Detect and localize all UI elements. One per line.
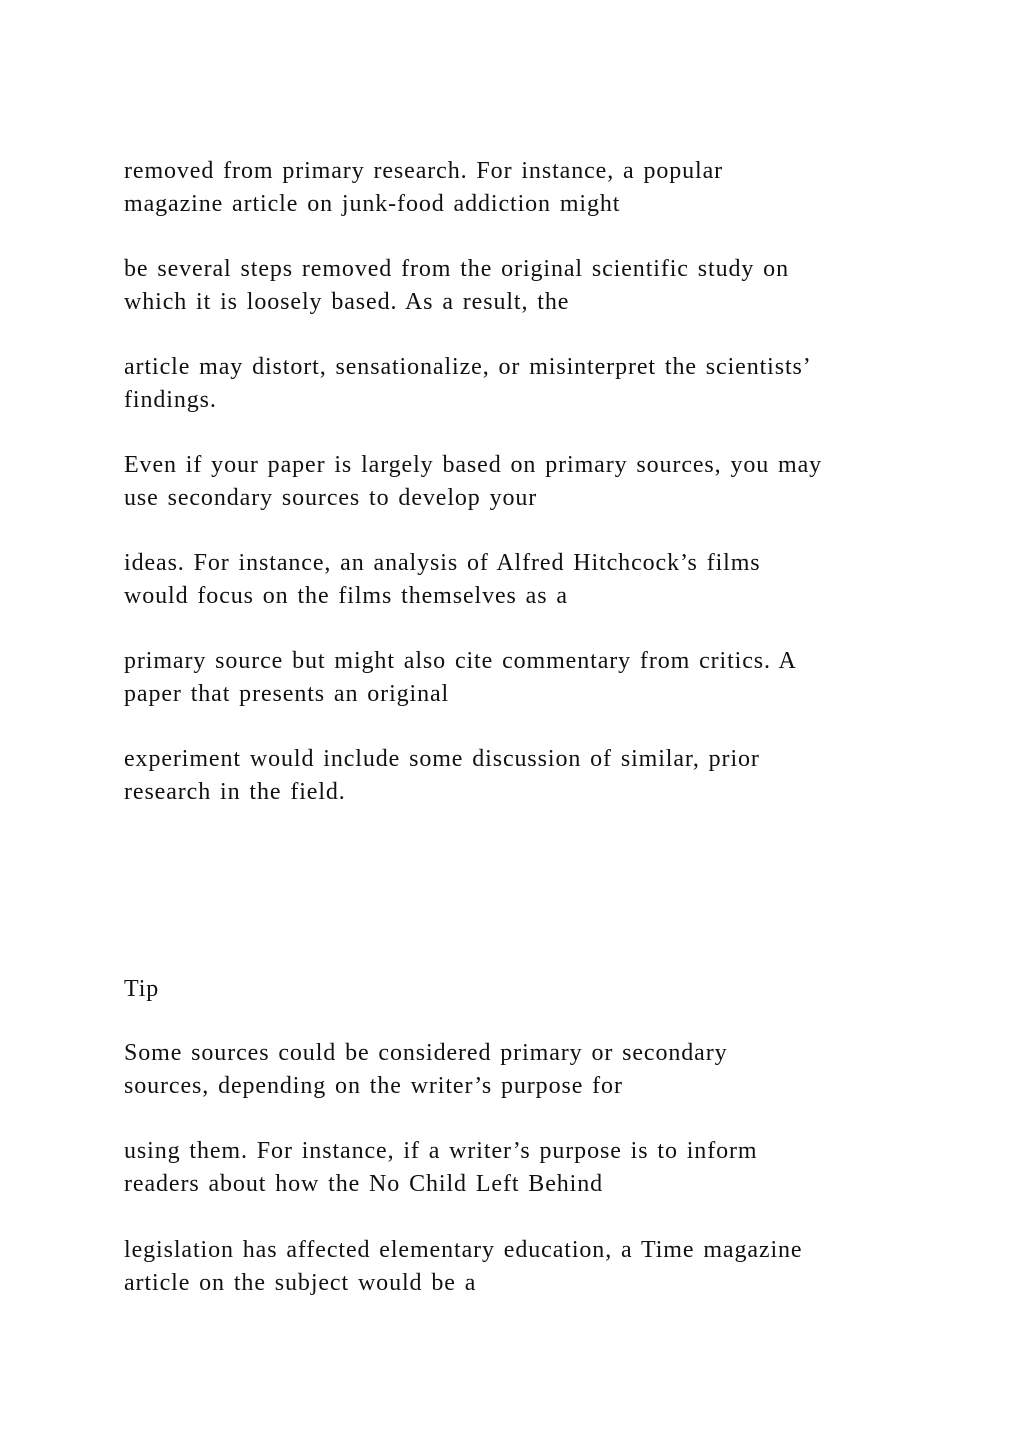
text-line: paper that presents an original	[124, 681, 450, 707]
tip-heading	[124, 973, 904, 1006]
tip-heading-text: Tip	[124, 976, 160, 1002]
text-line: experiment would include some discussion of similar, prior	[124, 746, 760, 772]
text-line: Even if your paper is largely based on primary sources, you may	[124, 452, 823, 478]
body-paragraph-6	[124, 645, 904, 711]
body-paragraph-1	[124, 155, 904, 221]
text-line: using them. For instance, if a writer’s purpose is to inform	[124, 1138, 758, 1164]
text-line: magazine article on junk-food addiction might	[124, 191, 621, 217]
text-line: findings.	[124, 387, 217, 413]
tip-paragraph-2	[124, 1135, 904, 1201]
text-line: be several steps removed from the original scientific study on	[124, 256, 789, 282]
text-line: article may distort, sensationalize, or misinterpret the scientists’	[124, 354, 812, 380]
body-paragraph-4	[124, 449, 904, 515]
body-paragraph-2	[124, 253, 904, 319]
text-line: sources, depending on the writer’s purpose for	[124, 1073, 623, 1099]
text-line: research in the field.	[124, 779, 346, 805]
text-line: readers about how the No Child Left Behind	[124, 1171, 604, 1197]
text-line: removed from primary research. For instance, a popular	[124, 158, 724, 184]
body-paragraph-5	[124, 547, 904, 613]
tip-paragraph-1	[124, 1037, 904, 1103]
text-line: would focus on the films themselves as a	[124, 583, 568, 609]
text-line: use secondary sources to develop your	[124, 485, 538, 511]
body-paragraph-7	[124, 743, 904, 809]
tip-paragraph-3	[124, 1234, 904, 1300]
text-line: Some sources could be considered primary or secondary	[124, 1040, 728, 1066]
text-line: legislation has affected elementary education, a Time magazine	[124, 1237, 803, 1263]
text-line: which it is loosely based. As a result, the	[124, 289, 570, 315]
text-line: article on the subject would be a	[124, 1270, 477, 1296]
body-paragraph-3	[124, 351, 904, 417]
text-line: primary source but might also cite commentary from critics. A	[124, 648, 797, 674]
text-line: ideas. For instance, an analysis of Alfred Hitchcock’s films	[124, 550, 761, 576]
